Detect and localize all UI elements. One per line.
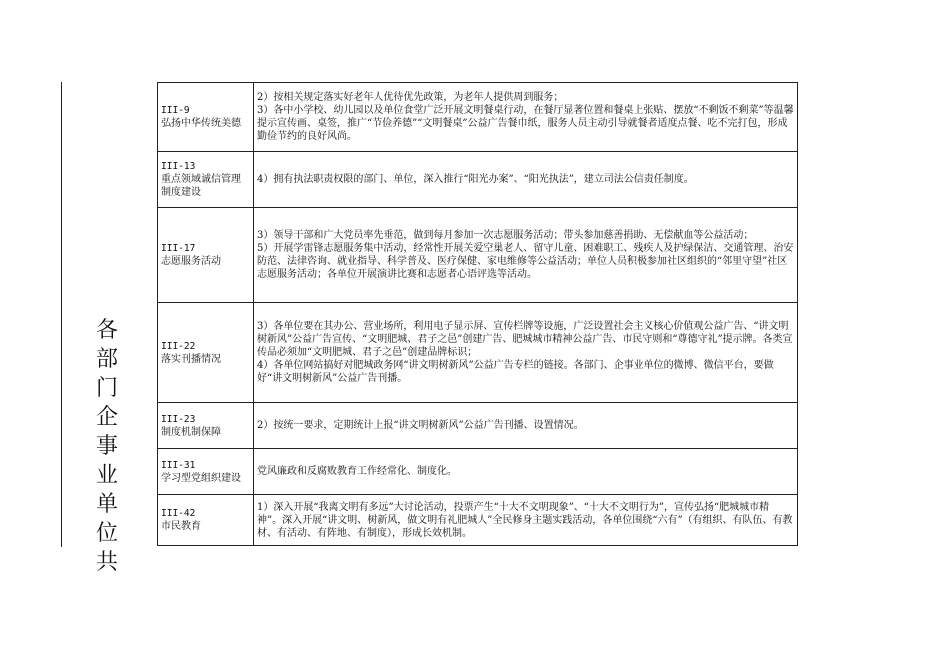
- criterion-paragraph: 党风廉政和反腐败教育工作经常化、制度化。: [257, 466, 457, 477]
- side-label-char: 企: [95, 405, 118, 430]
- criterion-paragraph: 4）各单位网站搞好对肥城政务网“讲文明树新风”公益广告专栏的链接。各部门、企事业单位的微博、微信平台，要做好“讲文明树新风”公益广告刊播。: [257, 360, 774, 384]
- side-label-char: 位: [95, 521, 118, 546]
- criterion-paragraph: 5）开展学雷锋志愿服务集中活动，经常性开展关爱空巢老人、留守儿童、困难职工、残疾人及护绿保洁、交通管理、治安防范、法律咨询、就业指导、科学普及、医疗保健、家电维修等公益活动；单位人员积极参加社区组织的“邻里守望”社区志愿服务活动；各单位开展演讲比赛和志愿者心语评选等活动。: [257, 243, 794, 280]
- criterion-content-cell: [254, 303, 798, 403]
- criterion-paragraph: 3）各单位要在其办公、营业场所，利用电子显示屏、宣传栏牌等设施，广泛设置社会主义核心价值观公益广告、“讲文明树新风”公益广告宣传、“文明肥城、君子之邑”创建广告、肥城城市精神公益广告、市民守则和“尊德守礼”提示牌。各类宣传品必须加“文明肥城、君子之邑”创建品牌标识；: [257, 321, 793, 358]
- criterion-content-cell: [254, 152, 798, 208]
- criterion-content-cell: [254, 495, 798, 546]
- side-label-char: 共: [95, 550, 118, 575]
- side-vertical-label: [94, 316, 120, 575]
- side-label-char: 门: [95, 376, 118, 401]
- criterion-content-cell: [254, 208, 798, 303]
- side-label-char: 事: [95, 434, 118, 459]
- criterion-code-cell: [158, 303, 254, 403]
- criteria-table: [157, 82, 798, 546]
- criterion-code: III-22: [161, 340, 196, 352]
- criterion-code-cell: [158, 495, 254, 546]
- table-row: [158, 495, 798, 546]
- table-row: [158, 152, 798, 208]
- criterion-title: 弘扬中华传统美德: [161, 118, 241, 129]
- side-label-char: 业: [95, 463, 118, 488]
- criterion-paragraph: 1）深入开展“我离文明有多远”大讨论活动，投票产生“十大不文明现象”、“十大不文明行为”，宣传弘扬“肥城城市精神”。深入开展“讲文明、树新风，做文明有礼肥城人”全民修身主题实践活动，各单位围绕“六有”（有组织、有队伍、有教材、有活动、有阵地、有制度），形成长效机制。: [257, 501, 793, 539]
- criterion-title: 重点领域诚信管理制度建设: [161, 174, 241, 198]
- criterion-code-cell: [158, 403, 254, 449]
- criterion-code: III-23: [161, 413, 196, 425]
- criterion-code-cell: [158, 152, 254, 208]
- criterion-title: 市民教育: [161, 521, 201, 532]
- page-left-rule: [61, 82, 62, 547]
- criterion-title: 学习型党组织建设: [161, 472, 241, 484]
- criterion-title: 落实刊播情况: [161, 353, 221, 365]
- table-row: [158, 208, 798, 303]
- table-row: [158, 403, 798, 449]
- side-label-char: 各: [95, 318, 118, 343]
- criterion-paragraph: 3）各中小学校、幼儿园以及单位食堂广泛开展文明餐桌行动，在餐厅显著位置和餐桌上张贴、摆放“不剩饭不剩菜”等温馨提示宣传画、桌签，推广“节俭养德”“文明餐桌”公益广告餐巾纸，服务人员主动引导就餐者适度点餐、吃不完打包，形成勤俭节约的良好风尚。: [257, 105, 794, 142]
- criterion-code-cell: [158, 83, 254, 152]
- table-row: [158, 449, 798, 495]
- criterion-code-cell: [158, 208, 254, 303]
- criterion-code: III-42: [161, 508, 196, 519]
- criterion-paragraph: 4）拥有执法职责权限的部门、单位，深入推行“阳光办案”、“阳光执法”，建立司法公信责任制度。: [257, 174, 694, 185]
- criterion-title: 志愿服务活动: [161, 256, 221, 267]
- criterion-paragraph: 3）领导干部和广大党员率先垂范，做到每月参加一次志愿服务活动；带头参加慈善捐助、无偿献血等公益活动；: [257, 230, 754, 241]
- criterion-code: III-9: [161, 105, 190, 116]
- criterion-content-cell: [254, 83, 798, 152]
- table-row: [158, 303, 798, 403]
- criterion-content-cell: [254, 449, 798, 495]
- criterion-code: III-31: [161, 459, 196, 471]
- criterion-title: 制度机制保障: [161, 426, 221, 438]
- criterion-code-cell: [158, 449, 254, 495]
- criterion-paragraph: 2）按相关规定落实好老年人优待优先政策，为老年人提供周到服务；: [257, 92, 564, 103]
- side-label-char: 部: [95, 347, 118, 372]
- criterion-code: III-17: [161, 243, 196, 254]
- side-label-char: 单: [95, 492, 118, 517]
- criterion-content-cell: [254, 403, 798, 449]
- table-row: [158, 83, 798, 152]
- criterion-paragraph: 2）按统一要求，定期统计上报“讲文明树新风”公益广告刊播、设置情况。: [257, 420, 584, 431]
- criterion-code: III-13: [161, 161, 196, 172]
